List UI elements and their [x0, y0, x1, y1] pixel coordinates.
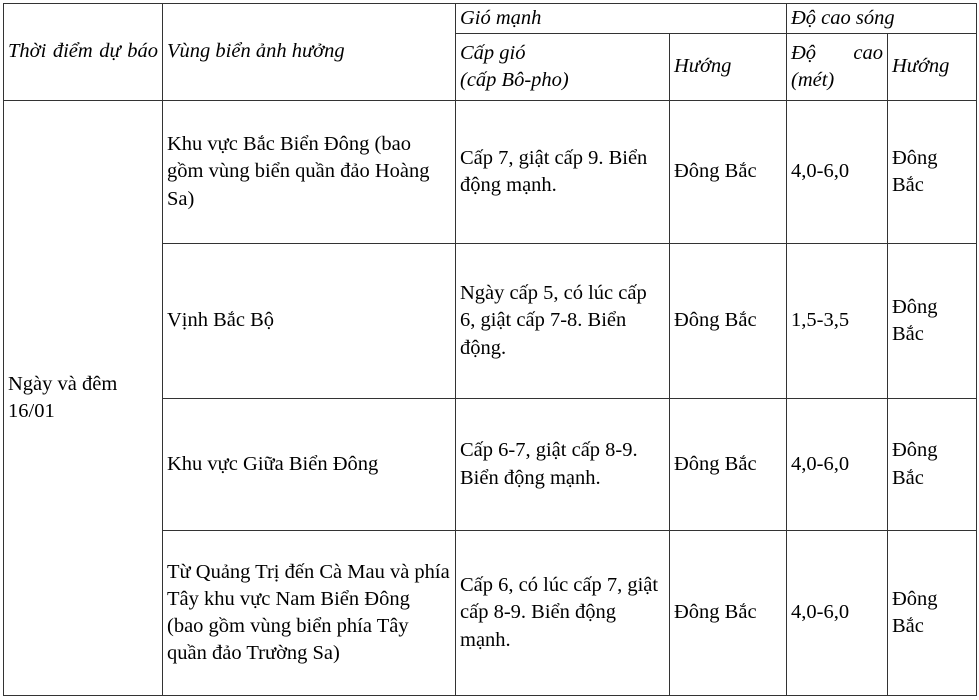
- header-wave-direction: Hướng: [888, 34, 977, 101]
- header-affected-sea-area: Vùng biển ảnh hưởng: [163, 4, 456, 101]
- cell-wind-level: Cấp 6-7, giật cấp 8-9. Biển động mạnh.: [456, 399, 670, 531]
- header-wind-level-line2: (cấp Bô-pho): [460, 69, 569, 91]
- cell-wind-direction: Đông Bắc: [670, 244, 787, 399]
- cell-wave-height: 4,0-6,0: [787, 531, 888, 696]
- header-wind-level-line1: Cấp gió: [460, 41, 526, 64]
- header-forecast-time: Thời điểm dự báo: [4, 4, 163, 101]
- cell-wave-height: 4,0-6,0: [787, 101, 888, 244]
- header-wave-height-line2: (mét): [791, 69, 835, 91]
- cell-wave-height: 4,0-6,0: [787, 399, 888, 531]
- header-wave-height: [787, 34, 888, 101]
- header-wind-direction: Hướng: [670, 34, 787, 101]
- cell-area: Từ Quảng Trị đến Cà Mau và phía Tây khu vực Nam Biển Đông (bao gồm vùng biển phía Tây quần đảo Trường Sa): [163, 531, 456, 696]
- header-wave-height-line1: Độ cao: [791, 41, 883, 64]
- cell-wave-direction: Đông Bắc: [888, 399, 977, 531]
- cell-area: Khu vực Giữa Biển Đông: [163, 399, 456, 531]
- table-header: [4, 4, 977, 101]
- table-body: [4, 101, 977, 696]
- cell-forecast-time: Ngày và đêm 16/01: [4, 101, 163, 696]
- header-wind-level: [456, 34, 670, 101]
- cell-wind-level: Cấp 6, có lúc cấp 7, giật cấp 8-9. Biển động mạnh.: [456, 531, 670, 696]
- cell-wave-direction: Đông Bắc: [888, 244, 977, 399]
- header-row-top: [4, 4, 977, 34]
- cell-wind-direction: Đông Bắc: [670, 399, 787, 531]
- cell-area: Vịnh Bắc Bộ: [163, 244, 456, 399]
- cell-wind-direction: Đông Bắc: [670, 531, 787, 696]
- cell-wind-level: Ngày cấp 5, có lúc cấp 6, giật cấp 7-8. Biển động.: [456, 244, 670, 399]
- cell-wave-direction: Đông Bắc: [888, 101, 977, 244]
- cell-wind-direction: Đông Bắc: [670, 101, 787, 244]
- marine-forecast-table: [3, 3, 977, 696]
- cell-wave-height: 1,5-3,5: [787, 244, 888, 399]
- header-wave-height-group: Độ cao sóng: [787, 4, 977, 34]
- header-strong-wind-group: Gió mạnh: [456, 4, 787, 34]
- cell-wind-level: Cấp 7, giật cấp 9. Biển động mạnh.: [456, 101, 670, 244]
- table-row: [4, 101, 977, 244]
- cell-area: Khu vực Bắc Biển Đông (bao gồm vùng biển quần đảo Hoàng Sa): [163, 101, 456, 244]
- cell-wave-direction: Đông Bắc: [888, 531, 977, 696]
